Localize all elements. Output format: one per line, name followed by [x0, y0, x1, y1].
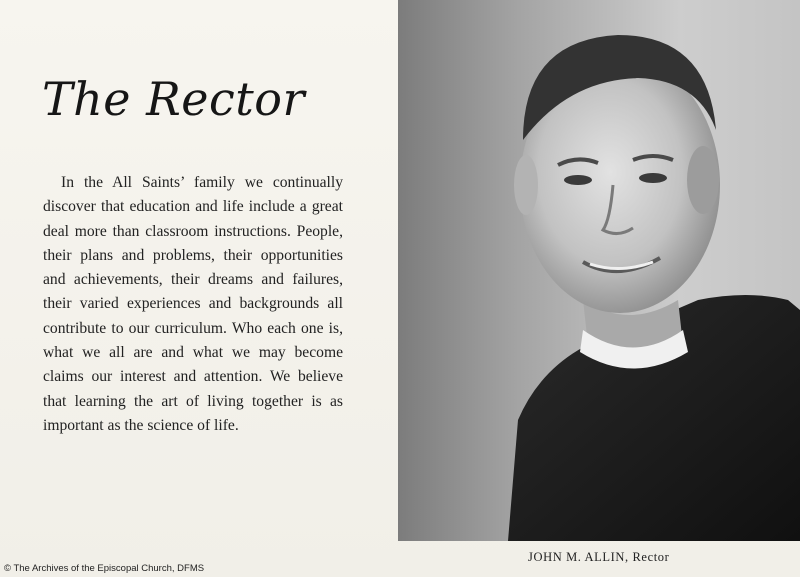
page-title: The Rector: [42, 72, 305, 126]
archive-credit: © The Archives of the Episcopal Church, DFMS: [4, 563, 205, 574]
rector-portrait-photo: [398, 0, 800, 541]
portrait-illustration: [398, 0, 800, 541]
body-paragraph: In the All Saints’ family we continually discover that education and life include a great deal more than classroom instructions. People, their plans and problems, their opportunities and achievements, their dreams and failures, their varied experiences and backgrounds all contribute to our curriculum. Who each one is, what we all are and what we may become claims our interest and attention. We believe that learning the art of living together is as important as the science of life.: [43, 174, 343, 434]
photo-caption: JOHN M. ALLIN, Rector: [528, 550, 670, 564]
